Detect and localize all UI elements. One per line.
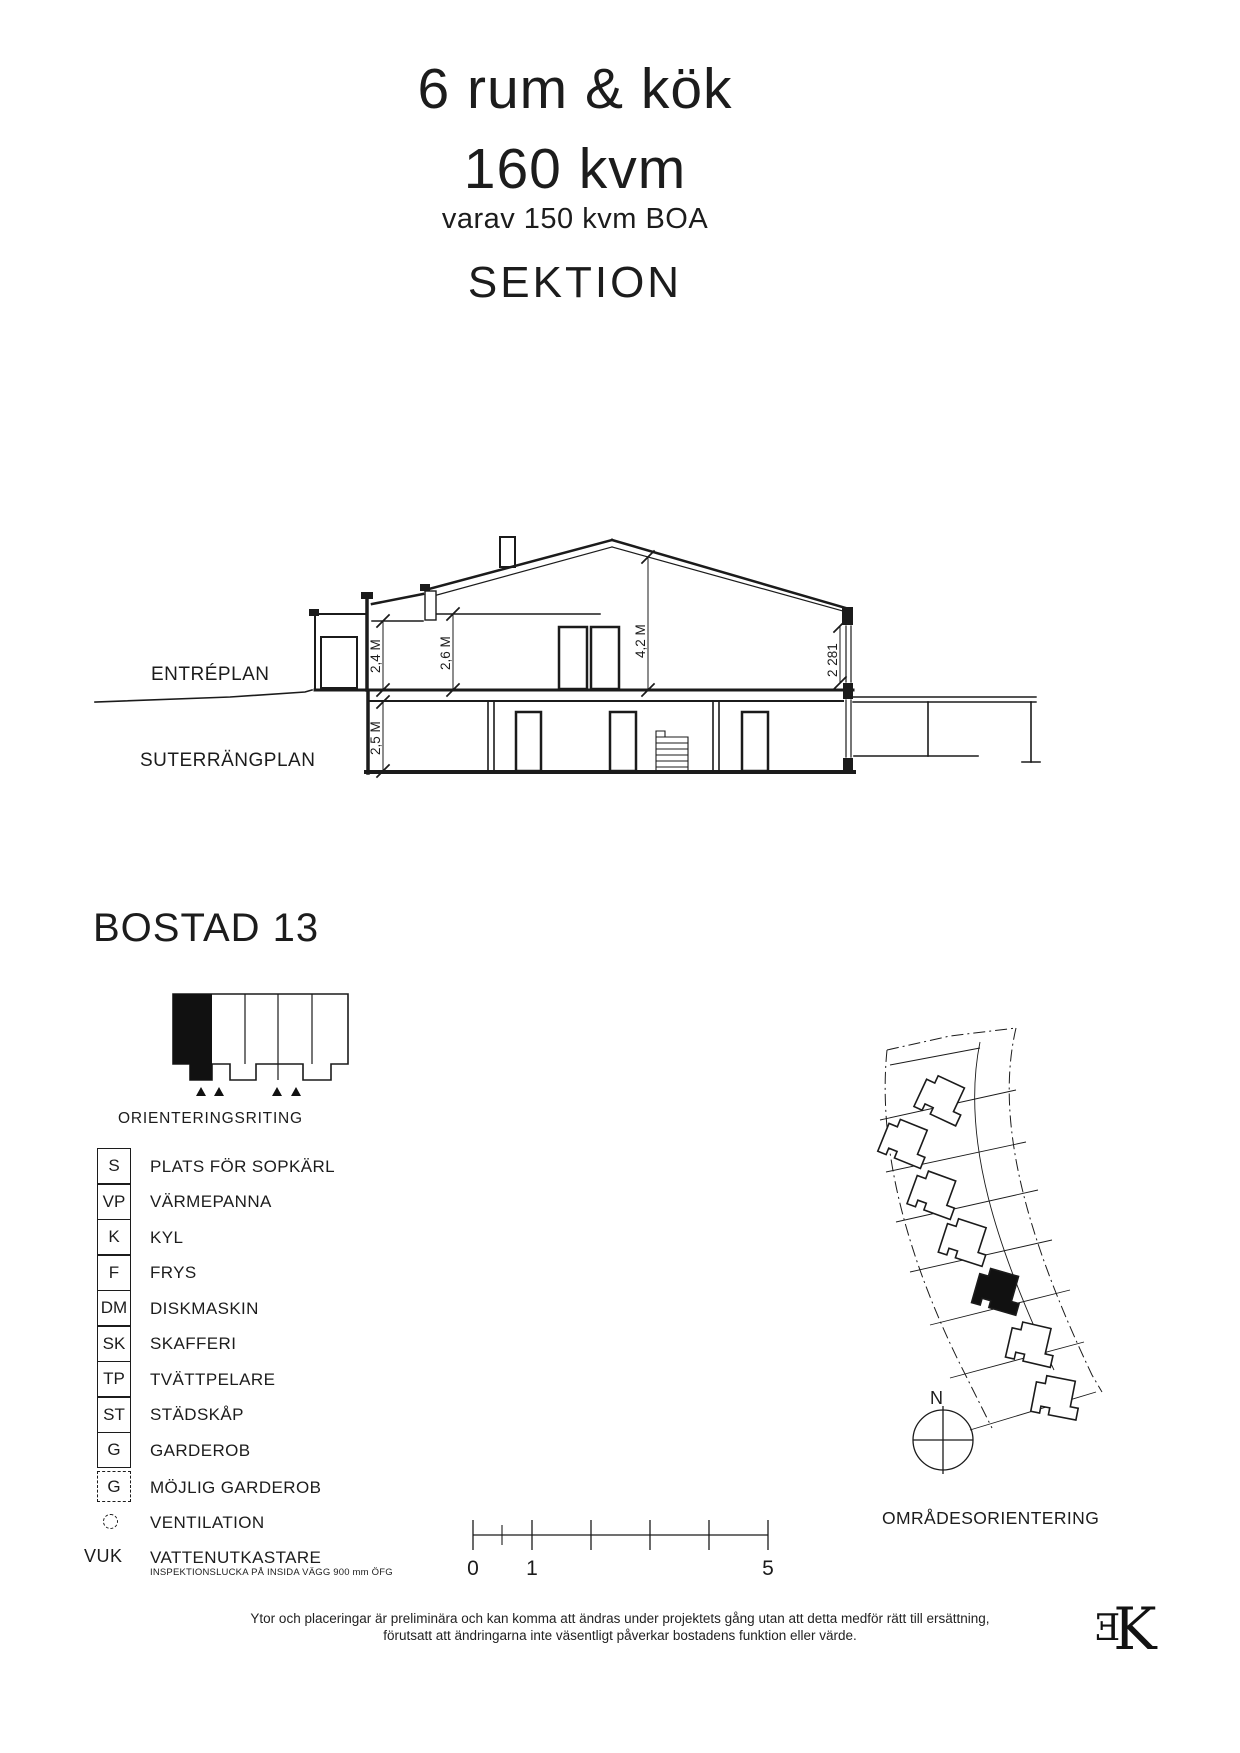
basement-wall-1: [488, 701, 494, 771]
legend-code: F: [108, 1262, 120, 1282]
ventilation-icon: [103, 1514, 118, 1529]
site-plan-caption: OMRÅDESORIENTERING: [882, 1508, 1100, 1528]
basement-door: [610, 712, 636, 771]
compass-north-label: N: [930, 1388, 943, 1408]
legend-code-box: [97, 1255, 131, 1291]
dimension-label: 2 281: [825, 643, 840, 677]
right-glazing-upper: [846, 626, 851, 682]
unit-heading: BOSTAD 13: [93, 906, 320, 950]
disclaimer-line: förutsatt att ändringarna inte väsentligt påverkar bostadens funktion eller värde.: [383, 1628, 857, 1643]
legend-label: VATTENUTKASTARE: [150, 1548, 322, 1567]
highlighted-unit: [173, 994, 212, 1080]
legend-code: TP: [103, 1369, 125, 1388]
site-house-highlighted: [972, 1266, 1027, 1315]
orientation-dividers: [245, 994, 312, 1080]
site-plan: [830, 990, 1130, 1560]
site-lot-lines: [880, 1048, 1096, 1430]
legend-label: KYL: [150, 1228, 184, 1247]
dimension-label: 2,5 M: [368, 721, 383, 755]
basement-door: [516, 712, 541, 771]
legend-code: SK: [102, 1333, 126, 1353]
section-drawing: [0, 440, 1240, 780]
low-roof: [372, 594, 423, 604]
legend-label: VENTILATION: [150, 1513, 265, 1532]
roof-left-slope-outer: [429, 540, 612, 589]
basement-door: [742, 712, 768, 771]
entry-door: [591, 627, 619, 689]
legend-code-box: [97, 1432, 131, 1468]
legend-code: ST: [103, 1404, 125, 1424]
legend-code-box: [97, 1361, 131, 1397]
legend-code: DM: [100, 1298, 128, 1317]
scale-bar: [455, 1512, 785, 1587]
scale-label-one: 1: [526, 1557, 538, 1580]
legend-label: FRYS: [150, 1263, 197, 1282]
legend-label: GARDEROB: [150, 1441, 251, 1460]
site-house: [914, 1072, 972, 1126]
roof-right-slope-inner: [612, 547, 843, 611]
site-house: [938, 1216, 993, 1266]
legend-label: DISKMASKIN: [150, 1299, 259, 1318]
site-house: [1005, 1320, 1058, 1367]
legend-code: VUK: [84, 1546, 123, 1566]
legend-label: TVÄTTPELARE: [150, 1370, 276, 1389]
scale-label-start: 0: [467, 1557, 479, 1580]
basement-floor-label: SUTERRÄNGPLAN: [140, 750, 316, 771]
entry-floor-label: ENTRÉPLAN: [151, 664, 270, 685]
legend-code: G: [107, 1476, 121, 1496]
entry-door: [559, 627, 587, 689]
disclaimer-line: Ytor och placeringar är preliminära och kan komma att ändras under projektets gång utan att detta medför rätt till ersättning,: [250, 1611, 990, 1626]
area-title: 160 kvm: [463, 137, 687, 201]
legend-label: PLATS FÖR SOPKÄRL: [150, 1157, 336, 1176]
site-house: [907, 1168, 963, 1219]
page-title: 6 rum & kök: [417, 57, 733, 121]
entrance-markers: [196, 1087, 301, 1096]
legend-code: K: [108, 1227, 120, 1246]
logo-letter-k: K: [1113, 1595, 1157, 1663]
legend-label: STÄDSKÅP: [150, 1405, 244, 1424]
legend-code-box: [97, 1290, 131, 1326]
scale-label-end: 5: [762, 1557, 774, 1580]
legend-code-box-dashed: [97, 1471, 131, 1502]
dimension-label: 2,4 M: [368, 639, 383, 673]
orientation-caption: ORIENTERINGSRITING: [118, 1110, 303, 1127]
stairs: [656, 731, 688, 772]
legend-code-box: [97, 1326, 131, 1362]
pergola-beam: [853, 697, 1036, 702]
clerestory-window: [425, 591, 436, 620]
basement-wall-2: [713, 701, 719, 771]
dimension-label: 2,6 M: [438, 636, 453, 670]
compass-icon: [913, 1406, 973, 1474]
left-structure-window: [321, 637, 357, 688]
boa-subtitle: varav 150 kvm BOA: [441, 203, 709, 235]
legend-code: G: [107, 1440, 121, 1459]
site-house: [1031, 1374, 1083, 1420]
legend-label: MÖJLIG GARDEROB: [150, 1478, 322, 1497]
roof-left-slope-inner: [437, 547, 612, 595]
legend-code-box: [97, 1184, 131, 1220]
company-logo: [1094, 1595, 1157, 1663]
terrain-line-left: [95, 690, 312, 702]
legend-code-box: [97, 1397, 131, 1433]
right-wall-mid-block: [843, 683, 853, 699]
legend-label: SKAFFERI: [150, 1334, 237, 1353]
legend-code: S: [108, 1156, 120, 1175]
logo-letter-e: E: [1094, 1608, 1121, 1649]
legend-code-box: [97, 1148, 131, 1184]
orientation-diagram: [155, 985, 365, 1105]
chimney: [500, 537, 515, 567]
legend-code-box: [97, 1219, 131, 1255]
dimension-label: 4,2 M: [633, 624, 648, 658]
legend-code: VP: [102, 1191, 126, 1211]
disclaimer: [20, 1610, 1220, 1644]
legend-note: INSPEKTIONSLUCKA PÅ INSIDA VÄGG 900 mm ÖFG: [150, 1567, 393, 1578]
site-boundary-top: [887, 1028, 1016, 1050]
right-glazing-lower: [846, 700, 851, 757]
legend-label: VÄRMEPANNA: [150, 1192, 272, 1211]
site-inner-line: [975, 1042, 1054, 1370]
drawing-type-title: SEKTION: [467, 258, 683, 307]
